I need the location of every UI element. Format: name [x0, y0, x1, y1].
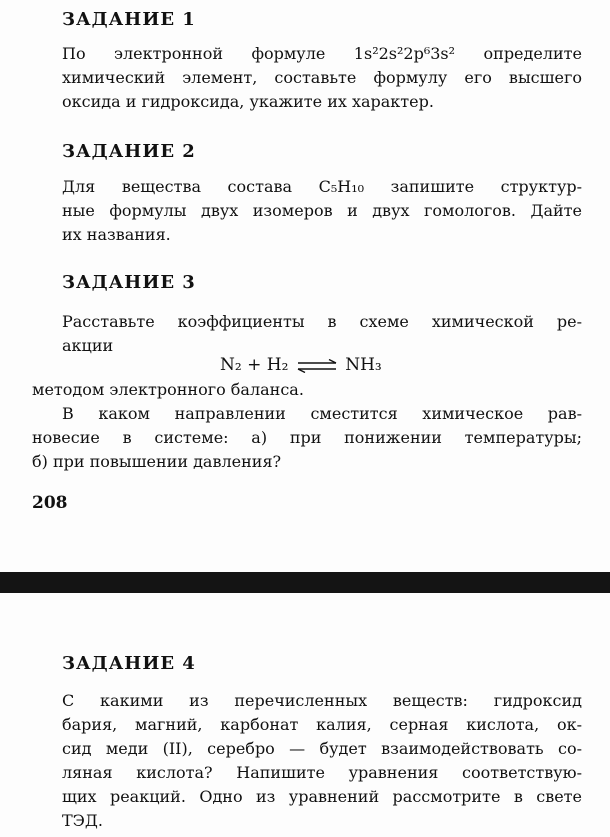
- task4-line: сид меди (II), серебро — будет взаимодействовать со-: [62, 739, 582, 758]
- equation-product: NH₃: [345, 355, 382, 375]
- task3-after-line: методом электронного баланса.: [32, 380, 304, 399]
- task4-text: [62, 689, 582, 833]
- task3-intro-line: Расставьте коэффициенты в схеме химической ре-: [62, 312, 582, 331]
- page-bottom: [0, 593, 610, 837]
- equation-reactants: N₂ + H₂: [220, 355, 289, 375]
- task3-question-line: новесие в системе: а) при понижении температуры;: [32, 428, 582, 447]
- task2-text: [62, 175, 582, 247]
- task4-line: бария, магний, карбонат калия, серная кислота, ок-: [62, 715, 582, 734]
- task2-line: их названия.: [62, 225, 171, 244]
- page-divider: [0, 572, 610, 593]
- task3-intro: [62, 310, 582, 358]
- task1-line: По электронной формуле 1s²2s²2p⁶3s² определите: [62, 44, 582, 63]
- task1-line: химический элемент, составьте формулу его высшего: [62, 68, 582, 87]
- task4-line: ТЭД.: [62, 811, 104, 830]
- equilibrium-arrow-icon: [296, 359, 338, 373]
- task1-heading: ЗАДАНИЕ 1: [62, 9, 196, 30]
- task3-question-line: В каком направлении сместится химическое рав-: [62, 404, 582, 423]
- task2-line: Для вещества состава C₅H₁₀ запишите структур-: [62, 177, 582, 196]
- task2-line: ные формулы двух изомеров и двух гомологов. Дайте: [62, 201, 582, 220]
- task2-heading: ЗАДАНИЕ 2: [62, 141, 196, 162]
- task4-heading: ЗАДАНИЕ 4: [62, 653, 196, 674]
- task4-line: щих реакций. Одно из уравнений рассмотрите в свете: [62, 787, 582, 806]
- task1-line: оксида и гидроксида, укажите их характер.: [62, 92, 434, 111]
- task3-heading: ЗАДАНИЕ 3: [62, 272, 196, 293]
- task3-after-equation: [32, 378, 582, 402]
- task3-intro-line: акции: [62, 336, 114, 355]
- task4-line: ляная кислота? Напишите уравнения соответствую-: [62, 763, 582, 782]
- reaction-equation: [220, 355, 382, 375]
- task1-text: [62, 42, 582, 114]
- task3-question: [32, 402, 582, 474]
- page-number: 208: [32, 493, 68, 513]
- task3-question-line: б) при повышении давления?: [32, 452, 282, 471]
- task4-line: С какими из перечисленных веществ: гидроксид: [62, 691, 582, 710]
